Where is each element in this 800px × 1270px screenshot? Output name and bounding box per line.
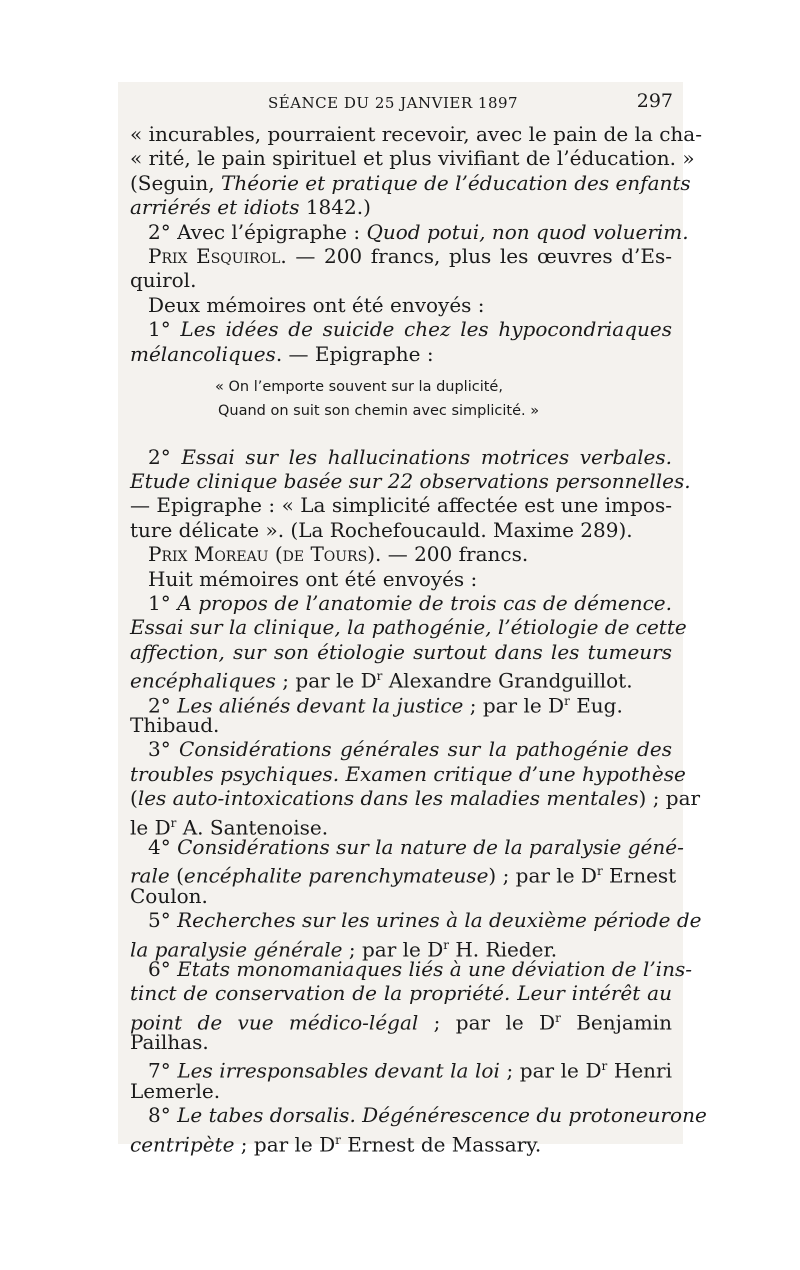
text-line: [130, 1103, 707, 1128]
text-span: Ernest: [602, 863, 677, 888]
italic-span: la paralysie générale: [130, 937, 343, 962]
text-line: [130, 1054, 672, 1084]
text-line: [130, 146, 695, 171]
italic-span: Etats monomaniaques liés à une déviation de l’ins-: [177, 956, 692, 981]
text-span: (Seguin,: [130, 170, 222, 195]
italic-span: Les idées de suicide chez les hypocondriaques: [180, 317, 672, 342]
text-span: Thibaud.: [130, 712, 220, 737]
text-span: Ernest de Massary.: [340, 1132, 542, 1157]
text-span: ture délicate ». (La Rochefoucauld. Maxime 289).: [130, 517, 633, 542]
italic-span: arriérés et idiots: [130, 195, 300, 220]
text-line: [130, 933, 672, 962]
text-span: Coulon.: [130, 883, 208, 908]
italic-span: encéphalite parenchymateuse: [183, 863, 489, 888]
text-span: 2° Avec l’épigraphe :: [148, 219, 367, 244]
text-line: [130, 834, 684, 859]
text-line: [130, 761, 686, 786]
text-span: 7°: [148, 1059, 178, 1084]
text-span: Benjamin: [560, 1010, 672, 1035]
small-caps-span: Prix Esquirol.: [148, 243, 287, 268]
text-span: Pailhas.: [130, 1030, 209, 1055]
text-span: ; par le D: [234, 1132, 336, 1157]
text-span: 4°: [148, 834, 178, 859]
superscript: r: [564, 693, 570, 708]
text-line: [130, 219, 689, 244]
text-span: Quand on suit son chemin avec simplicité. »: [218, 403, 540, 420]
text-span: 3°: [148, 737, 180, 762]
text-span: 2°: [148, 444, 182, 469]
text-line: [130, 268, 672, 292]
text-line: [130, 1128, 672, 1157]
text-span: 2°: [148, 693, 178, 718]
italic-span: mélancoliques: [130, 341, 276, 366]
text-span: « incurables, pourraient recevoir, avec le pain de la cha-: [130, 122, 702, 146]
text-span: 1°: [148, 317, 181, 342]
italic-span: Les aliénés devant la justice: [177, 693, 464, 718]
running-head: SÉANCE DU 25 JANVIER 1897: [268, 94, 519, 112]
italic-span: rale: [130, 863, 170, 888]
text-line: [130, 689, 672, 718]
italic-span: les auto-intoxications dans les maladies mentales: [137, 786, 639, 811]
text-span: 8°: [148, 1103, 178, 1128]
text-line: [130, 567, 672, 591]
text-span: ; par le D: [275, 668, 377, 693]
text-span: « rité, le pain spirituel et plus vivifiant de l’éducation. »: [130, 146, 695, 171]
spacer: [130, 426, 672, 445]
text-line: [130, 640, 672, 664]
text-line: [130, 493, 672, 517]
text-span: Deux mémoires ont été envoyés :: [148, 292, 485, 317]
italic-span: centripète: [130, 1132, 235, 1157]
text-span: Huit mémoires ont été envoyés :: [148, 566, 478, 591]
superscript: r: [443, 937, 449, 952]
text-span: (: [130, 786, 138, 811]
text-line: [130, 786, 701, 811]
text-line: [130, 244, 672, 268]
text-span: Alexandre Grandguillot.: [382, 668, 633, 693]
italic-span: Considérations générales sur la pathogénie des: [179, 737, 672, 762]
italic-span: A propos de l’anatomie de trois cas de démence.: [177, 591, 672, 616]
page-number: 297: [636, 90, 673, 112]
text-span: (: [169, 863, 184, 888]
text-line: [130, 908, 702, 933]
italic-span: Les irresponsables devant la loi: [177, 1059, 500, 1084]
text-span: ; par le D: [418, 1010, 556, 1035]
superscript: r: [596, 864, 603, 879]
text-body: [130, 122, 707, 1157]
spacer: [130, 366, 672, 377]
text-line: [130, 293, 672, 317]
text-span: quirol.: [130, 268, 197, 293]
text-span: — 200 francs, plus les œuvres d’Es-: [286, 243, 672, 268]
text-line: [130, 664, 672, 693]
text-span: . — Epigraphe :: [275, 341, 434, 366]
small-caps-span: Prix Moreau (de Tours).: [148, 542, 382, 567]
text-line: [130, 342, 672, 366]
text-span: H. Rieder.: [449, 937, 558, 962]
text-line: [130, 195, 672, 219]
text-span: Lemerle.: [130, 1078, 221, 1103]
italic-span: Essai sur la clinique, la pathogénie, l’étiologie de cette: [130, 615, 687, 640]
italic-span: troubles psychiques. Examen critique d’une hypothèse: [130, 761, 686, 786]
text-span: Eug.: [569, 693, 623, 718]
text-span: — Epigraphe : « La simplicité affectée est une impos-: [130, 493, 672, 518]
italic-span: Théorie et pratique de l’éducation des enfants: [221, 170, 691, 195]
superscript: r: [376, 669, 383, 684]
text-span: le D: [130, 815, 171, 840]
epigraph-line: [130, 377, 672, 401]
italic-span: Essai sur les hallucinations motrices verbales.: [181, 444, 672, 469]
italic-span: Quod potui, non quod voluerim.: [366, 219, 689, 244]
text-span: ; par le D: [499, 1059, 602, 1084]
page-header: [128, 88, 673, 118]
text-span: Henri: [607, 1059, 672, 1084]
text-line: [130, 170, 691, 195]
text-span: 1°: [148, 591, 178, 616]
text-span: ; par le D: [463, 693, 565, 718]
italic-span: affection, sur son étiologie surtout dans les tumeurs: [130, 639, 672, 664]
text-line: [130, 615, 687, 640]
epigraph-line: [130, 401, 672, 425]
italic-span: Recherches sur les urines à la deuxième période de: [177, 908, 702, 933]
text-span: 5°: [148, 908, 178, 933]
text-line: [130, 956, 692, 981]
superscript: r: [601, 1059, 608, 1074]
text-line: [130, 445, 672, 469]
text-span: « On l’emporte souvent sur la duplicité,: [215, 378, 503, 395]
text-line: [130, 591, 672, 615]
text-span: — 200 francs.: [381, 542, 529, 567]
text-line: [130, 518, 672, 542]
text-line: [130, 122, 702, 146]
italic-span: Considérations sur la nature de la paralysie géné-: [177, 834, 684, 859]
italic-span: Etude clinique basée sur 22 observations personnelles.: [130, 469, 691, 494]
text-span: ) ; par le D: [488, 863, 597, 888]
text-line: [130, 859, 677, 888]
superscript: r: [555, 1010, 561, 1025]
italic-span: Le tabes dorsalis. Dégénérescence du protoneurone: [177, 1103, 707, 1128]
text-span: 6°: [148, 956, 178, 981]
italic-span: encéphaliques: [130, 668, 276, 693]
text-line: [130, 737, 672, 761]
text-span: 1842.): [299, 195, 371, 220]
text-span: A. Santenoise.: [176, 815, 329, 840]
italic-span: point de vue médico-légal: [130, 1010, 419, 1035]
superscript: r: [335, 1132, 341, 1147]
text-line: [130, 811, 672, 840]
italic-span: tinct de conservation de la propriété. Leur intérêt au: [130, 981, 672, 1006]
text-line: [130, 542, 672, 566]
text-span: ) ; par: [638, 786, 701, 811]
text-line: [130, 1006, 672, 1035]
text-span: ; par le D: [342, 937, 444, 962]
superscript: r: [170, 815, 177, 830]
text-line: [130, 981, 672, 1005]
text-line: [130, 317, 672, 341]
text-line: [130, 469, 691, 494]
